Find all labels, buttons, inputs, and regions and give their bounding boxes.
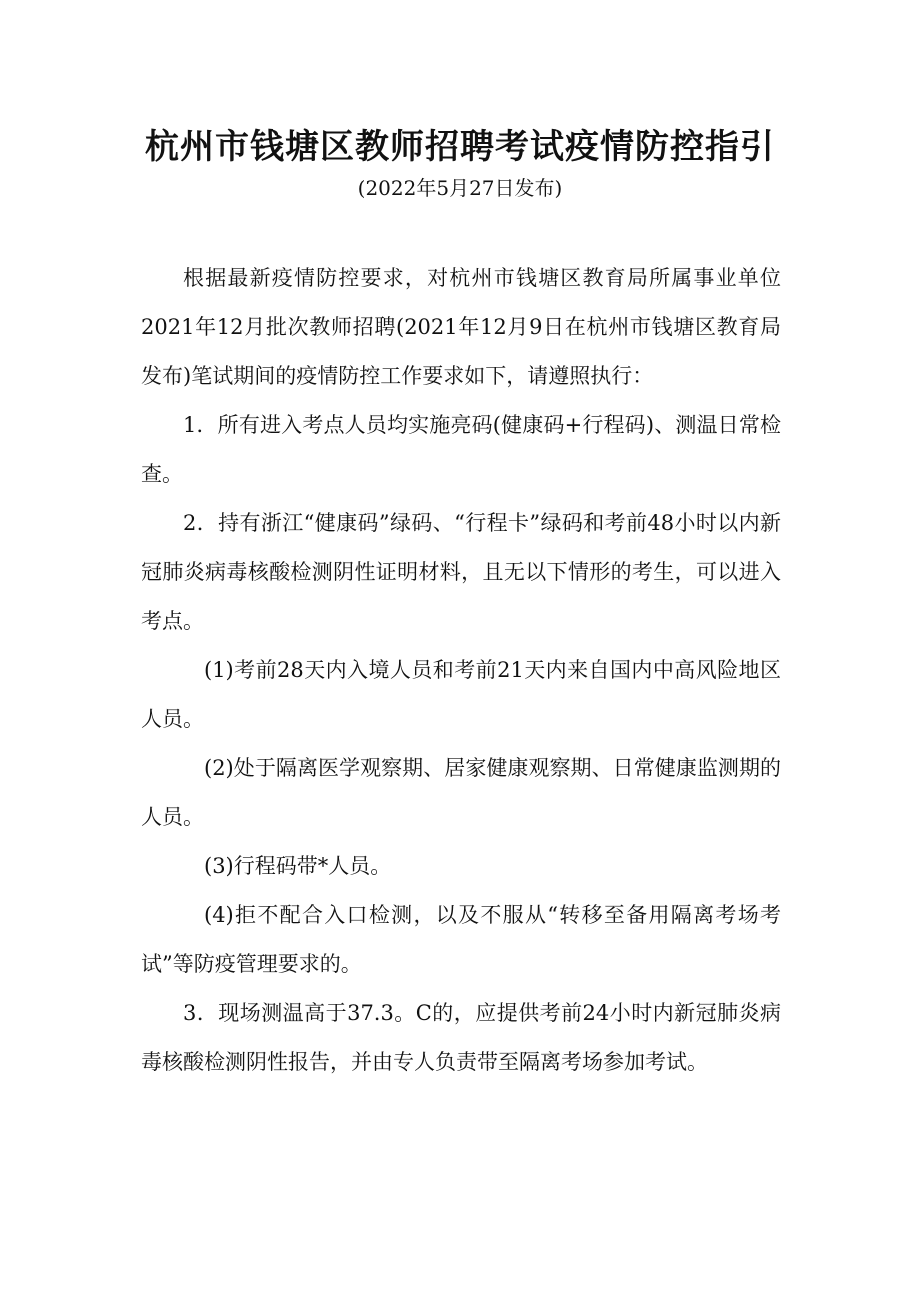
rule-2-item-3: (3)行程码带*人员。 <box>204 854 392 878</box>
rule-2-paragraph: 2．持有浙江“健康码”绿码、“行程卡”绿码和考前48小时以内新冠肺炎病毒核酸检测阴性证明材料，且无以下情形的考生，可以进入考点。 <box>141 511 781 633</box>
rule-3-paragraph: 3．现场测温高于37.3。C的，应提供考前24小时内新冠肺炎病毒核酸检测阴性报告，并由专人负责带至隔离考场参加考试。 <box>141 1001 781 1074</box>
document-title: 杭州市钱塘区教师招聘考试疫情防控指引 <box>145 127 775 167</box>
rule-1-paragraph: 1．所有进入考点人员均实施亮码(健康码+行程码)、测温日常检查。 <box>141 413 781 486</box>
rule-2-item-2: (2)处于隔离医学观察期、居家健康观察期、日常健康监测期的人员。 <box>141 756 781 829</box>
intro-paragraph: 根据最新疫情防控要求，对杭州市钱塘区教育局所属事业单位2021年12月批次教师招聘(2021年12月9日在杭州市钱塘区教育局发布)笔试期间的疫情防控工作要求如下，请遵照执行： <box>141 266 781 388</box>
rule-2-item-1: (1)考前28天内入境人员和考前21天内来自国内中高风险地区人员。 <box>141 658 781 731</box>
publish-date: (2022年5月27日发布) <box>357 176 563 200</box>
document-body <box>141 254 781 1087</box>
rule-2-item-4: (4)拒不配合入口检测，以及不服从“转移至备用隔离考场考试”等防疫管理要求的。 <box>141 903 781 976</box>
